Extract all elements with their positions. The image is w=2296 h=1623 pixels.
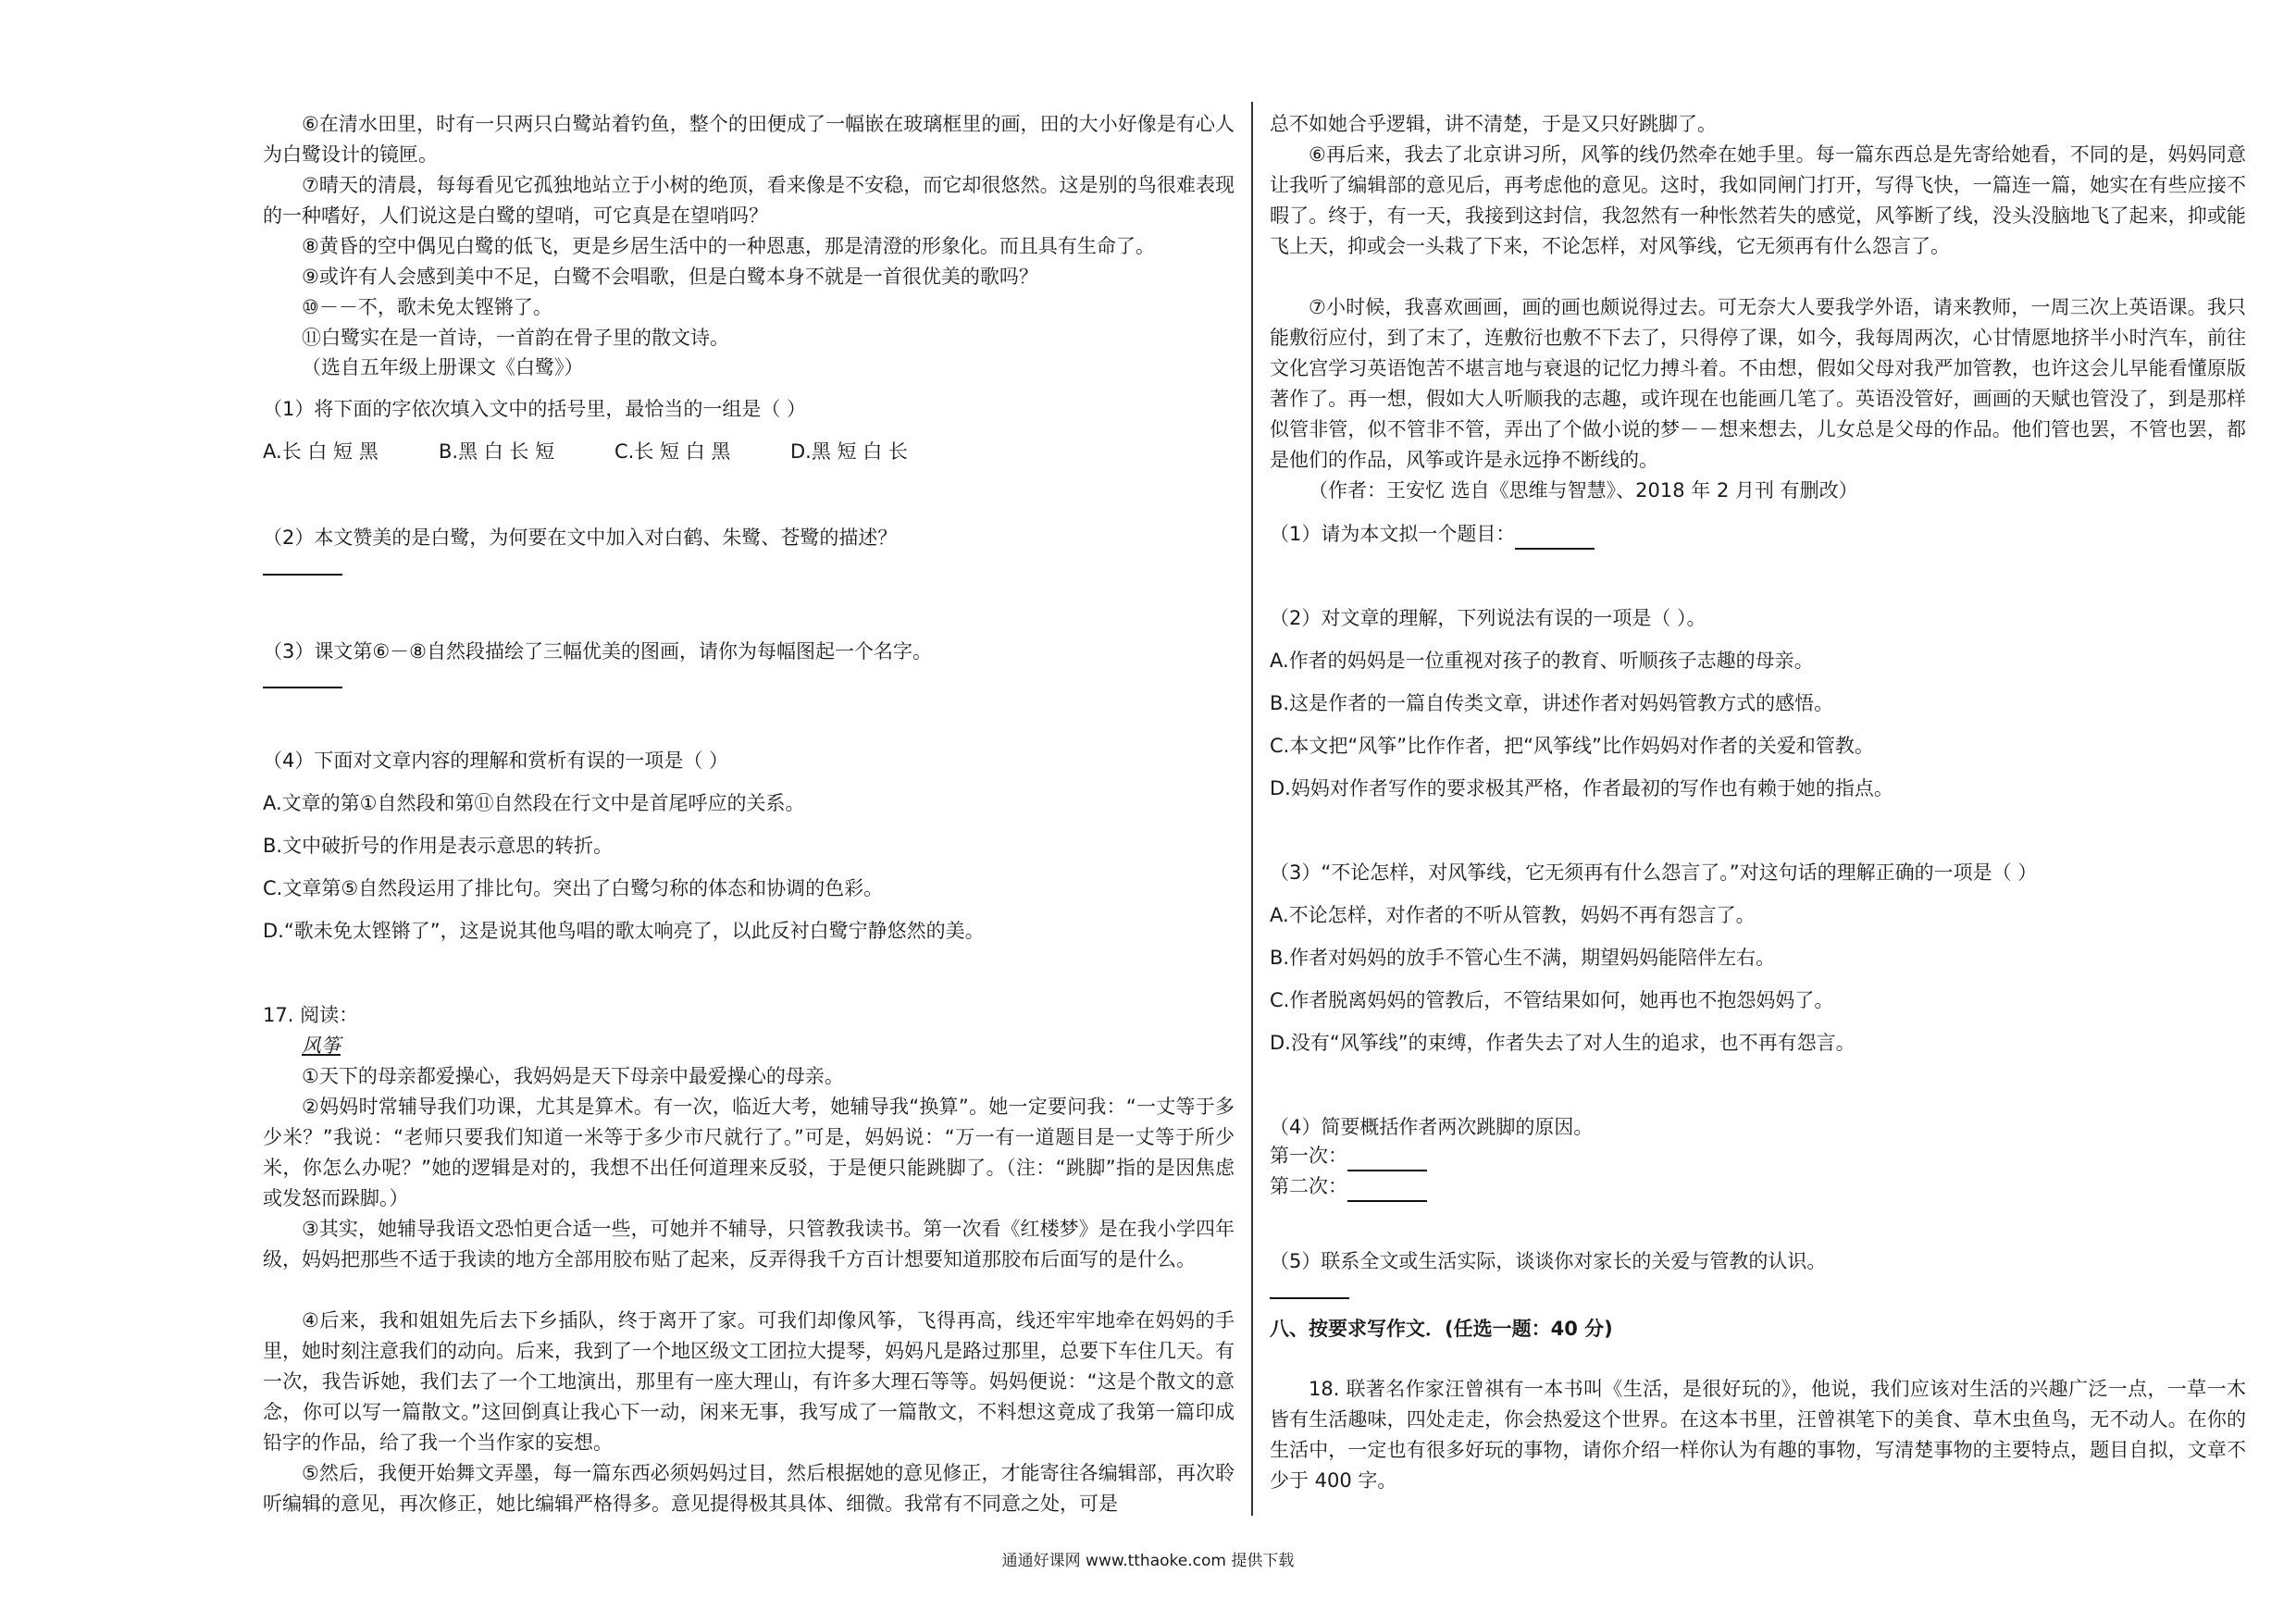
question-3: （3）课文第⑥－⑧自然段描绘了三幅优美的图画，请你为每幅图起一个名字。 (263, 640, 933, 663)
reading-paragraph-3: ③其实，她辅导我语文恐怕更合适一些，可她并不辅导，只管教我读书。第一次看《红楼梦》是在我小学四年级，妈妈把那些不适于我读的地方全部用胶布贴了起来，反弄得我千方百计想要知道那胶布后面写的是什么。 (263, 1218, 1235, 1270)
author-source: （作者：王安忆 选自《思维与智慧》、2018 年 2 月刊 有删改） (1309, 479, 1858, 502)
answer-line-q3[interactable] (263, 687, 342, 688)
question-17: 17. 阅读： (263, 1004, 359, 1026)
option-b[interactable]: B.黑 白 长 短 (439, 440, 555, 463)
second-time-row (1270, 1171, 1427, 1202)
r-q3-option-a[interactable]: A.不论怎样，对作者的不听从管教，妈妈不再有怨言了。 (1270, 904, 1756, 926)
r-q3-option-b[interactable]: B.作者对妈妈的放手不管心生不满，期望妈妈能陪伴左右。 (1270, 947, 1776, 969)
r-q3-option-c[interactable]: C.作者脱离妈妈的管教后，不管结果如何，她再也不抱怨妈妈了。 (1270, 989, 1834, 1011)
reading-paragraph-1: ①天下的母亲都爱操心，我妈妈是天下母亲中最爱操心的母亲。 (302, 1065, 844, 1087)
paragraph-10: ⑩－－不，歌未免太铿锵了。 (302, 296, 552, 318)
q4-option-a[interactable]: A.文章的第①自然段和第⑪自然段在行文中是首尾呼应的关系。 (263, 792, 805, 814)
option-a[interactable]: A.长 白 短 黑 (263, 440, 379, 463)
r-question-3: （3）“不论怎样，对风筝线，它无须再有什么怨言了。”对这句话的理解正确的一项是（ ） (1270, 861, 2038, 884)
reading-paragraph-4: ④后来，我和姐姐先后去下乡插队，终于离开了家。可我们却像风筝，飞得再高，线还牢牢地牵在妈妈的手里，她时刻注意我们的动向。后来，我到了一个地区级文工团拉大提琴，妈妈凡是路过那里，总要下车住几天。有一次，我告诉她，我们去了一个工地演出，那里有一座大理山，有许多大理石等等。妈妈便说：“这是个散文的意念，你可以写一篇散文。”这回倒真让我心下一动，闲来无事，我写成了一篇散文，不料想这竟成了我第一篇印成铅字的作品，给了我一个当作家的妄想。 (263, 1309, 1235, 1454)
page-footer: 通通好课网 www.tthaoke.com 提供下载 (1001, 1552, 1295, 1570)
answer-line-q5[interactable] (1270, 1297, 1349, 1299)
paragraph-11: ⑪白鹭实在是一首诗，一首韵在骨子里的散文诗。 (302, 327, 729, 349)
second-time-label: 第二次： (1270, 1175, 1347, 1197)
option-d[interactable]: D.黑 短 白 长 (790, 440, 908, 463)
paragraph-7: ⑦晴天的清晨，每每看见它孤独地站立于小树的绝顶，看来像是不安稳，而它却很悠然。这是别的鸟很难表现的一种嗜好，人们说这是白鹭的望哨，可它真是在望哨吗？ (263, 174, 1235, 227)
first-time-row (1270, 1141, 1427, 1171)
answer-line-second[interactable] (1347, 1180, 1427, 1202)
q4-option-d[interactable]: D.“歌未免太铿锵了”，这是说其他鸟唱的歌太响亮了，以此反衬白鹭宁静悠然的美。 (263, 920, 985, 942)
reading-paragraph-6: ⑥再后来，我去了北京讲习所，风筝的线仍然牵在她手里。每一篇东西总是先寄给她看，不同的是，妈妈同意让我听了编辑部的意见后，再考虑他的意见。这时，我如同闸门打开，写得飞快，一篇连一篇，她实在有些应接不暇了。终于，有一天，我接到这封信，我忽然有一种怅然若失的感觉，风筝断了线，没头没脑地飞了起来，抑或能飞上天，抑或会一头栽了下来，不论怎样，对风筝线，它无须再有什么怨言了。 (1270, 143, 2246, 257)
reading-paragraph-7: ⑦小时候，我喜欢画画，画的画也颇说得过去。可无奈大人要我学外语，请来教师，一周三次上英语课。我只能敷衍应付，到了末了，连敷衍也敷不下去了，只得停了课，如今，我每周两次，心甘情愿地挤半小时汽车，前往文化宫学习英语饱苦不堪言地与衰退的记忆力搏斗着。不由想，假如父母对我严加管教，也许这会儿早能看懂原版著作了。再一想，假如大人听顺我的志趣，或许现在也能画几笔了。英语没管好，画画的天赋也管没了，到是那样似管非管，似不管非不管，弄出了个做小说的梦－－想来想去，儿女总是父母的作品。他们管也罢，不管也罢，都是他们的作品，风筝或许是永远挣不断线的。 (1270, 296, 2246, 471)
r-q2-option-d[interactable]: D.妈妈对作者写作的要求极其严格，作者最初的写作也有赖于她的指点。 (1270, 777, 1893, 799)
section-8-heading: 八、按要求写作文．(任选一题：40 分) (1270, 1318, 1613, 1340)
passage-title: 风筝 (302, 1035, 341, 1057)
paragraph-6: ⑥在清水田里，时有一只两只白鹭站着钓鱼，整个的田便成了一幅嵌在玻璃框里的画，田的大小好像是有心人为白鹭设计的镜匣。 (263, 113, 1235, 166)
question-18: 18. 联著名作家汪曾祺有一本书叫《生活，是很好玩的》，他说，我们应该对生活的兴趣广泛一点，一草一木皆有生活趣味，四处走走，你会热爱这个世界。在这本书里，汪曾祺笔下的美食、草木虫鱼鸟，无不动人。在你的生活中，一定也有很多好玩的事物，请你介绍一样你认为有趣的事物，写清楚事物的主要特点，题目自拟，文章不少于 400 字。 (1270, 1378, 2246, 1492)
r-q3-option-d[interactable]: D.没有“风筝线”的束缚，作者失去了对人生的追求，也不再有怨言。 (1270, 1032, 1855, 1054)
question-2: （2）本文赞美的是白鹭，为何要在文中加入对白鹤、朱鹭、苍鹭的描述？ (263, 527, 898, 549)
r-q2-option-a[interactable]: A.作者的妈妈是一位重视对孩子的教育、听顺孩子志趣的母亲。 (1270, 650, 1814, 672)
r-question-1 (1270, 519, 1595, 550)
question-4: （4）下面对文章内容的理解和赏析有误的一项是（ ） (263, 750, 729, 772)
reading-paragraph-2: ②妈妈时常辅导我们功课，尤其是算术。有一次，临近大考，她辅导我“换算”。她一定要问我：“一丈等于多少米？”我说：“老师只要我们知道一米等于多少市尺就行了。”可是，妈妈说：“万一有一道题目是一丈等于所少米，你怎么办呢？”她的逻辑是对的，我想不出任何道理来反驳，于是便只能跳脚了。（注：“跳脚”指的是因焦虑或发怒而跺脚。） (263, 1096, 1235, 1209)
answer-line-title[interactable] (1515, 527, 1595, 550)
answer-line-q2[interactable] (263, 574, 342, 576)
option-c[interactable]: C.长 短 白 黑 (614, 440, 731, 463)
r-question-2: （2）对文章的理解，下列说法有误的一项是（ ）。 (1270, 607, 1706, 629)
r-question-5: （5）联系全文或生活实际，谈谈你对家长的关爱与管教的认识。 (1270, 1250, 1827, 1272)
reading-paragraph-5: ⑤然后，我便开始舞文弄墨，每一篇东西必须妈妈过目，然后根据她的意见修正，才能寄往各编辑部，再次聆听编辑的意见，再次修正，她比编辑严格得多。意见提得极其具体、细微。我常有不同意之处，可是 (263, 1462, 1235, 1515)
continued-text: 总不如她合乎逻辑，讲不清楚，于是又只好跳脚了。 (1270, 113, 1717, 135)
q4-option-c[interactable]: C.文章第⑤自然段运用了排比句。突出了白鹭匀称的体态和协调的色彩。 (263, 877, 884, 899)
paragraph-9: ⑨或许有人会感到美中不足，白鹭不会唱歌，但是白鹭本身不就是一首很优美的歌吗？ (302, 266, 1038, 288)
paragraph-8: ⑧黄昏的空中偶见白鹭的低飞，更是乡居生活中的一种恩惠，那是清澄的形象化。而且具有生命了。 (302, 235, 1155, 257)
r-q2-option-b[interactable]: B.这是作者的一篇自传类文章，讲述作者对妈妈管教方式的感悟。 (1270, 692, 1834, 714)
answer-line-first[interactable] (1347, 1149, 1427, 1171)
q4-option-b[interactable]: B.文中破折号的作用是表示意思的转折。 (263, 835, 614, 857)
r-q2-option-c[interactable]: C.本文把“风筝”比作作者，把“风筝线”比作妈妈对作者的关爱和管教。 (1270, 735, 1874, 757)
r-question-1-text: （1）请为本文拟一个题目： (1270, 523, 1516, 545)
source-note: （选自五年级上册课文《白鹭》） (302, 356, 584, 378)
column-divider (1251, 102, 1253, 1516)
first-time-label: 第一次： (1270, 1145, 1347, 1167)
question-1: （1）将下面的字依次填入文中的括号里，最恰当的一组是（ ） (263, 398, 807, 420)
question-1-options (263, 437, 966, 467)
r-question-4: （4）简要概括作者两次跳脚的原因。 (1270, 1116, 1594, 1138)
